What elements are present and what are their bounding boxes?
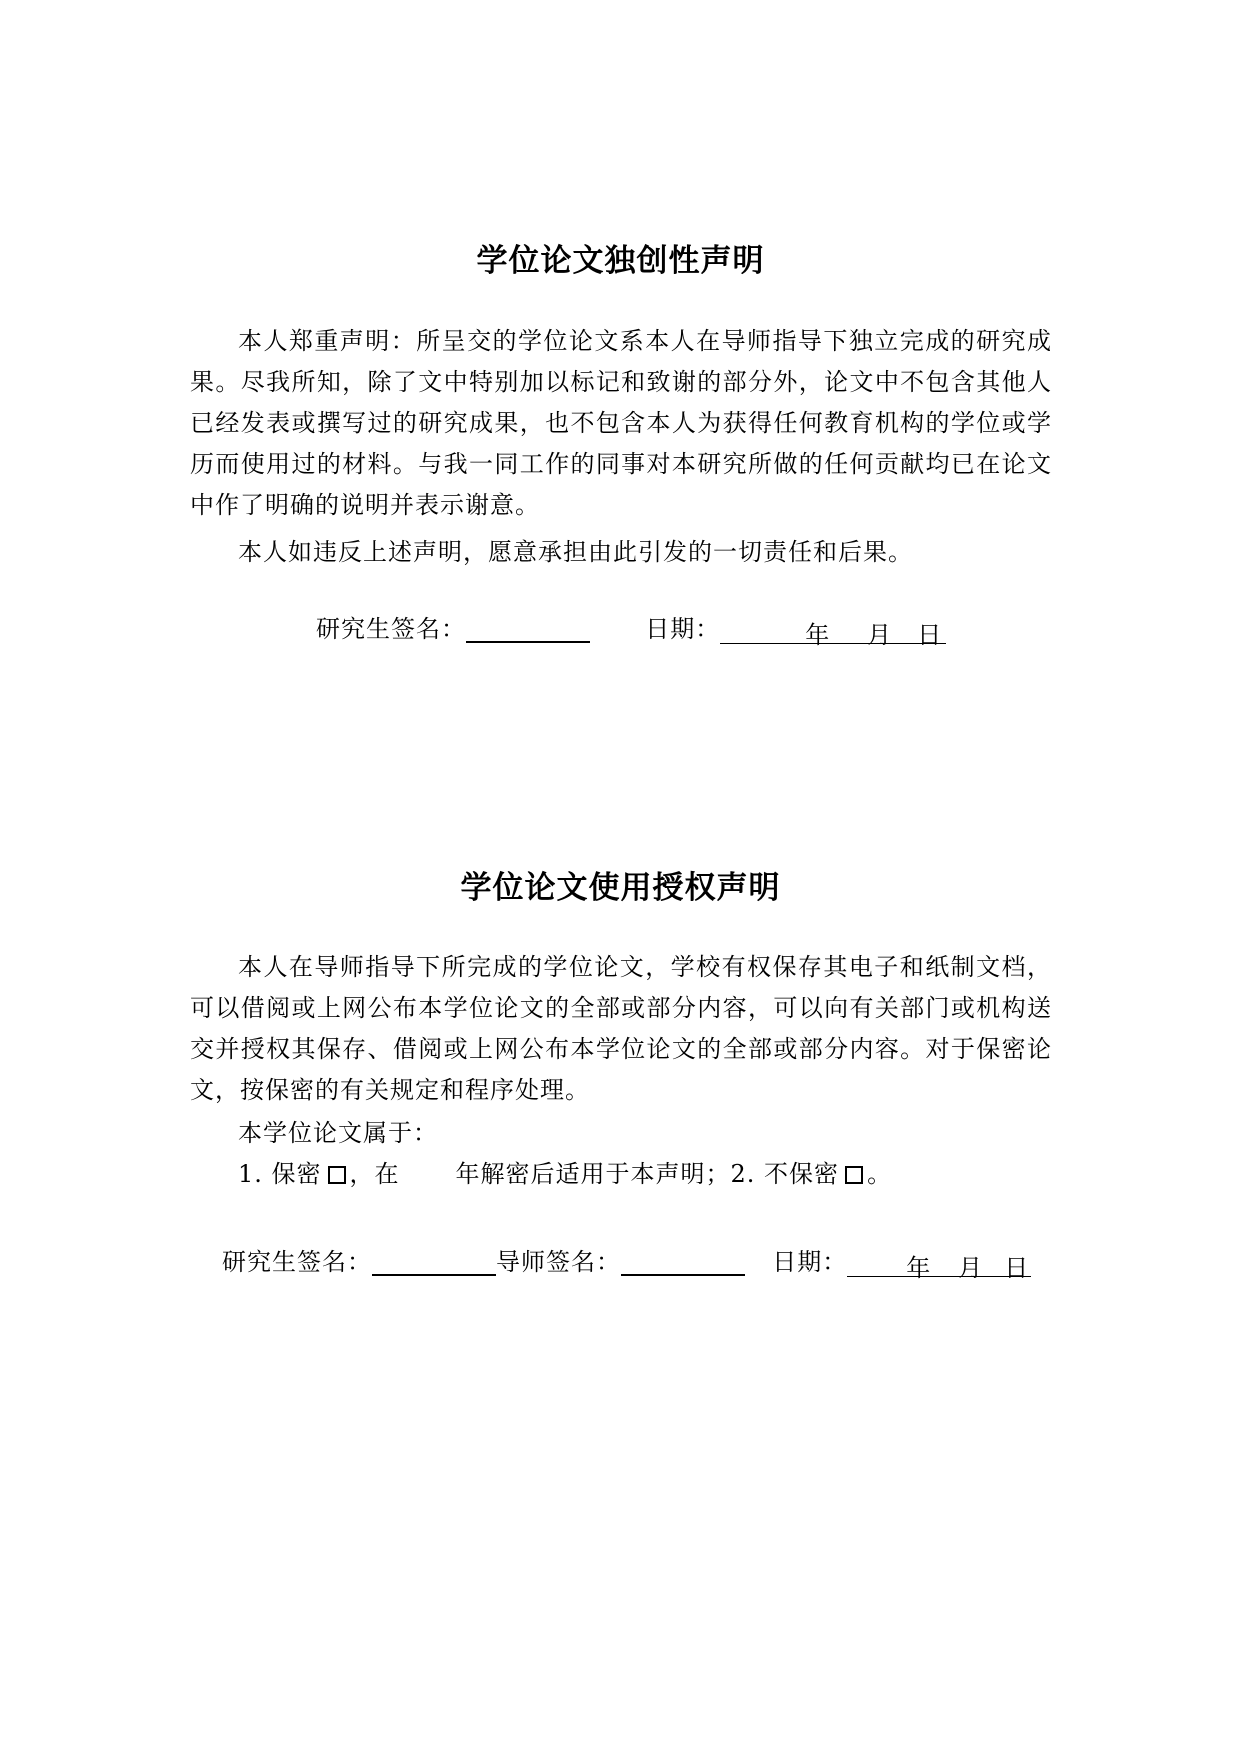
month-label: 月: [867, 621, 893, 649]
advisor-signature-line[interactable]: [621, 1246, 745, 1276]
authorization-signature-row: [222, 1242, 1031, 1283]
year-label: 年: [906, 1254, 932, 1282]
authorization-paragraph: 本人在导师指导下所完成的学位论文，学校有权保存其电子和纸制文档，可以借阅或上网公布本学位论文的全部或部分内容，可以向有关部门或机构送交并授权其保存、借阅或上网公布本学位论文的全部或部分内容。对于保密论文，按保密的有关规定和程序处理。: [190, 953, 1052, 1104]
student-signature-label: 研究生签名：: [316, 615, 466, 643]
confidential-checkbox[interactable]: [328, 1166, 346, 1184]
student-signature-line[interactable]: [372, 1246, 496, 1276]
originality-title: 学位论文独创性声明: [476, 243, 765, 279]
originality-liability-paragraph: 本人如违反上述声明，愿意承担由此引发的一切责任和后果。: [238, 538, 913, 566]
student-signature-label: 研究生签名：: [222, 1248, 372, 1276]
day-label: 日: [917, 621, 943, 649]
year-label: 年: [805, 621, 831, 649]
option-not-confidential-label: 2. 不保密: [730, 1160, 840, 1188]
thesis-belongs-label: 本学位论文属于：: [238, 1119, 438, 1147]
confidentiality-options: 1. 保密 ，在 年解密后适用于本声明；2. 不保密 。: [238, 1160, 893, 1188]
date-line[interactable]: [720, 615, 946, 649]
date-label: 日期：: [772, 1248, 848, 1276]
date-line[interactable]: [847, 1248, 1031, 1282]
day-label: 日: [1004, 1254, 1030, 1282]
student-signature-line[interactable]: [466, 613, 590, 643]
originality-paragraph: 本人郑重声明：所呈交的学位论文系本人在导师指导下独立完成的研究成果。尽我所知，除了文中特别加以标记和致谢的部分外，论文中不包含其他人已经发表或撰写过的研究成果，也不包含本人为获得任何教育机构的学位或学历而使用过的材料。与我一同工作的同事对本研究所做的任何贡献均已在论文中作了明确的说明并表示谢意。: [190, 327, 1052, 519]
advisor-signature-label: 导师签名：: [496, 1248, 621, 1276]
date-label: 日期：: [645, 615, 721, 643]
not-confidential-checkbox[interactable]: [845, 1166, 863, 1184]
month-label: 月: [958, 1254, 984, 1282]
originality-signature-row: [316, 609, 946, 650]
authorization-title: 学位论文使用授权声明: [460, 870, 781, 906]
option-confidential-label: 1. 保密: [238, 1160, 322, 1188]
